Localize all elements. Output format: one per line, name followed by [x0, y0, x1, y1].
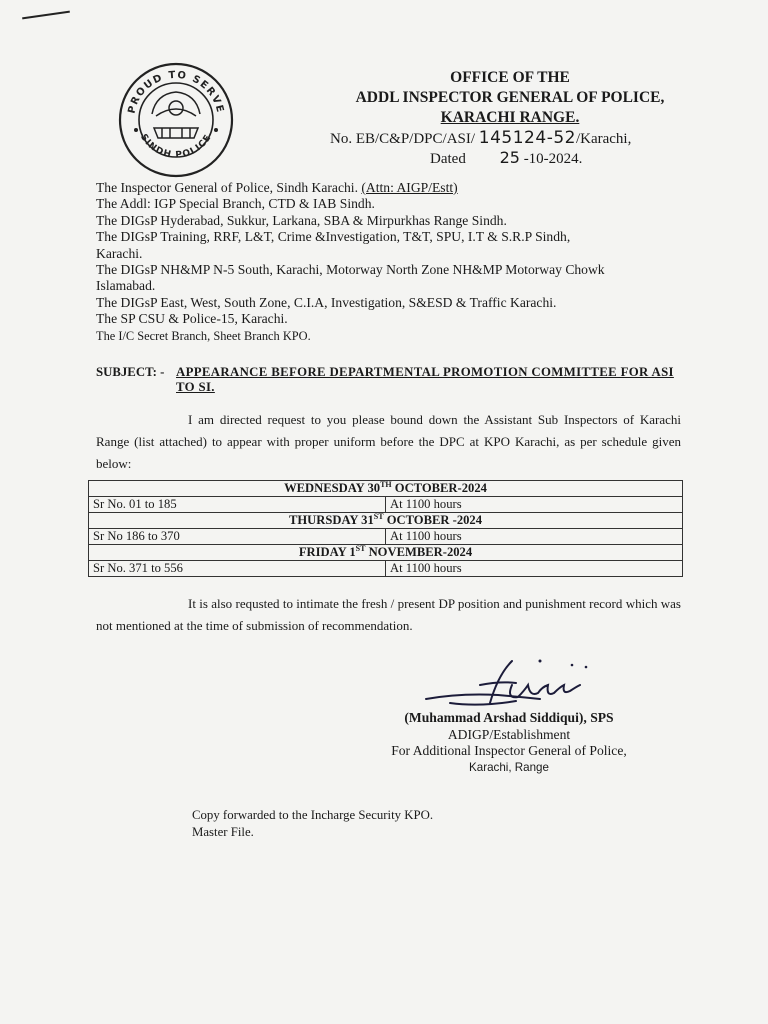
- schedule-time: At 1100 hours: [386, 529, 683, 545]
- dated-handwritten: 25: [499, 148, 520, 167]
- schedule-day: FRIDAY 1ST NOVEMBER-2024: [89, 545, 683, 561]
- table-row: [89, 513, 683, 529]
- subject-text: APPEARANCE BEFORE DEPARTMENTAL PROMOTION COMMITTEE FOR ASI TO SI.: [176, 365, 674, 394]
- addressee-text: The Inspector General of Police, Sindh Karachi.: [96, 180, 362, 195]
- signatory-range: Karachi, Range: [469, 760, 549, 774]
- pen-stroke-mark: [22, 11, 70, 20]
- dated-suffix: -10-2024.: [523, 151, 583, 167]
- table-row: [89, 497, 683, 513]
- body-paragraph-2-text: It is also requsted to intimate the fresh / present DP position and punishment record which was not mentioned at the time of submission of recommendation.: [96, 596, 681, 633]
- reference-number: [330, 128, 631, 148]
- office-title-line2: ADDL INSPECTOR GENERAL OF POLICE,: [355, 89, 665, 106]
- addressee-item: [96, 180, 696, 196]
- master-file-line: Master File.: [192, 824, 254, 839]
- schedule-range: Sr No. 371 to 556: [89, 561, 386, 577]
- signatory-name: (Muhammad Arshad Siddiqui), SPS: [404, 710, 614, 725]
- schedule-time: At 1100 hours: [386, 561, 683, 577]
- schedule-table: [88, 480, 683, 577]
- signatory-for-line: For Additional Inspector General of Police,: [391, 743, 627, 758]
- table-row: [89, 529, 683, 545]
- addressee-item: The Addl: IGP Special Branch, CTD & IAB Sindh.: [96, 196, 375, 212]
- signatory-designation: ADIGP/Establishment: [447, 726, 571, 742]
- signatory-block: [364, 710, 654, 776]
- reference-handwritten: 145124-52: [478, 128, 576, 148]
- reference-suffix: /Karachi,: [575, 131, 632, 147]
- copy-forward-block: [192, 807, 433, 840]
- sindh-police-seal-icon: [112, 58, 240, 178]
- schedule-time: At 1100 hours: [386, 497, 683, 513]
- addressee-item: Karachi.: [96, 245, 143, 261]
- office-title-line1: OFFICE OF THE: [450, 69, 570, 86]
- body-paragraph-2: [96, 593, 681, 637]
- reference-prefix: No. EB/C&P/DPC/ASI/: [330, 131, 476, 147]
- seal-top-text: PROUD TO SERVE: [126, 69, 226, 115]
- subject-label: SUBJECT: -: [96, 365, 165, 379]
- table-row: [89, 481, 683, 497]
- copy-forward-line: Copy forwarded to the Incharge Security KPO.: [192, 808, 434, 822]
- schedule-range: Sr No. 01 to 185: [89, 497, 386, 513]
- body-paragraph-1-text: I am directed request to you please bound down the Assistant Sub Inspectors of Karachi Range (list attached) to appear with proper uniform before the DPC at KPO Karachi, as per schedule given below:: [96, 412, 681, 471]
- schedule-day: THURSDAY 31ST OCTOBER -2024: [89, 513, 683, 529]
- addressee-item: The I/C Secret Branch, Sheet Branch KPO.: [96, 328, 311, 343]
- addressee-list: [96, 180, 696, 344]
- table-row: [89, 545, 683, 561]
- addressee-item: The DIGsP NH&MP N-5 South, Karachi, Motorway North Zone NH&MP Motorway Chowk: [96, 262, 605, 278]
- dated-line: [430, 148, 582, 168]
- handwritten-signature-icon: [420, 655, 600, 715]
- office-title-line3-wrap: [300, 108, 720, 128]
- addressee-item: Islamabad.: [96, 278, 156, 294]
- schedule-range: Sr No 186 to 370: [89, 529, 386, 545]
- body-paragraph-1: [96, 409, 681, 475]
- addressee-item: The DIGsP Hyderabad, Sukkur, Larkana, SBA & Mirpurkhas Range Sindh.: [96, 212, 507, 228]
- addressee-item: The DIGsP East, West, South Zone, C.I.A, Investigation, S&ESD & Traffic Karachi.: [96, 294, 557, 310]
- seal-bottom-text: SINDH POLICE: [138, 132, 214, 161]
- schedule-day: WEDNESDAY 30TH OCTOBER-2024: [89, 481, 683, 497]
- addressee-attn: (Attn: AIGP/Estt): [361, 180, 458, 195]
- table-row: [89, 561, 683, 577]
- addressee-item: The DIGsP Training, RRF, L&T, Crime &Investigation, T&T, SPU, I.T & S.R.P Sindh,: [96, 229, 571, 245]
- svg-text:SINDH POLICE: [138, 133, 214, 161]
- addressee-item: The SP CSU & Police-15, Karachi.: [96, 311, 288, 327]
- office-title-line3: KARACHI RANGE.: [440, 109, 580, 126]
- dated-label: Dated: [430, 151, 466, 167]
